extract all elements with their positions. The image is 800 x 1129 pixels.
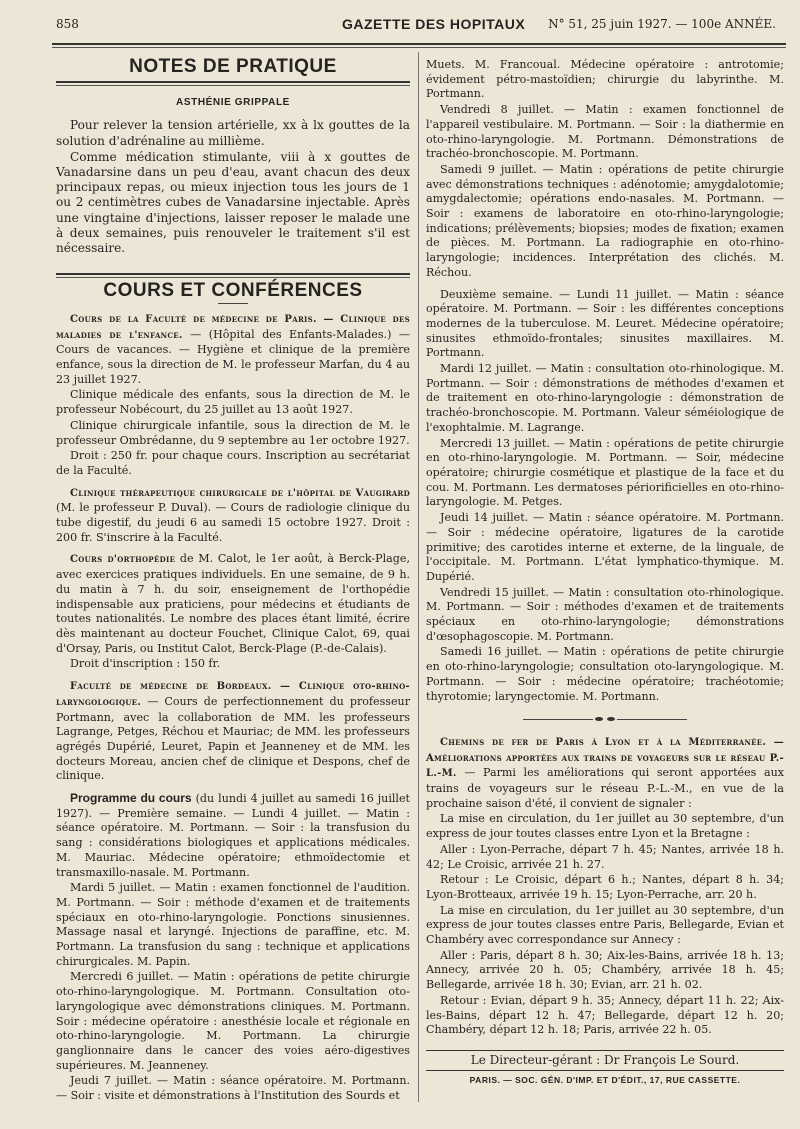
paragraph: Droit : 250 fr. pour chaque cours. Inscription au secrétariat de la Faculté. bbox=[56, 449, 410, 477]
paragraph: Aller : Paris, départ 8 h. 30; Aix-les-Bains, arrivée 18 h. 13; Annecy, arrivée 20 h. 05; Chambéry, arrivée 18 h. 45; Bellegarde, arrivée 18 h. 30; Evian, arr. 21 h. 02. bbox=[426, 948, 784, 992]
header-rule bbox=[52, 43, 786, 45]
programme-paragraph: Programme du cours (du lundi 4 juillet au samedi 16 juillet 1927). — Première semaine. — Lundi 4 juillet. — Matin : séance opératoire. M. Portmann. — Soir : la transfusion du sang : considérations biologiques et applications médicales. M. Mauriac. Médecine opératoire; ethmoïdectomie et transmaxillo-nasale. M. Portmann. bbox=[56, 791, 410, 879]
paragraph: Samedi 9 juillet. — Matin : opérations de petite chirurgie avec démonstrations techniques : adénotomie; amygdalotomie; amygdalectomie; opérations endo-nasales. M. Portmann. — Soir : examens de laboratoire en oto-rhino-laryngologie; indications; prélèvements; biopsies; modes de fixation; examen de pièces. M. Portmann. La radiographie en oto-rhino-laryngologie; incidences. Interprétation des clichés. M. Réchou. bbox=[426, 162, 784, 279]
paragraph: Mardi 12 juillet. — Matin : consultation oto-rhinologique. M. Portmann. — Soir : démonstrations de méthodes d'examen et de traitement en oto-rhino-laryngologie : démonstration de trachéo-bronchoscopie. M. Portmann. Valeur séméiologique de l'exophtalmie. M. Lagrange. bbox=[426, 362, 784, 434]
paragraph: Jeudi 14 juillet. — Matin : séance opératoire. M. Portmann. — Soir : médecine opératoire, ligatures de la carotide primitive; des carotides interne et externe, de la linguale, de l'occipitale. M. Portmann. L'état lymphatico-thymique. M. Dupérié. bbox=[426, 511, 784, 583]
right-column bbox=[426, 58, 784, 1087]
paris-paragraph: Cours de la Faculté de médecine de Paris. — Clinique des maladies de l'enfance. — (Hôpital des Enfants-Malades.) — Cours de vacances. — Hygiène et clinique de la première enfance, sous la direction de M. le professeur Marfan, du 4 au 23 juillet 1927. bbox=[56, 313, 410, 386]
paragraph: Vendredi 8 juillet. — Matin : examen fonctionnel de l'appareil vestibulaire. M. Portmann. — Soir : la diathermie en oto-rhino-laryngologie. M. Portmann. Démonstrations de trachéo-bronchoscopie. M. Portmann. bbox=[426, 103, 784, 161]
page-number: 858 bbox=[56, 17, 79, 31]
page-footer bbox=[426, 1050, 784, 1087]
ortho-heading: Cours d'orthopédie bbox=[70, 554, 176, 566]
paris-heading: Cours de la Faculté de médecine de Paris. — Clinique des maladies de l'enfance. bbox=[56, 313, 410, 341]
paragraph: Mardi 5 juillet. — Matin : examen fonctionnel de l'audition. M. Portmann. — Soir : méthode d'examen et de traitements spéciaux en oto-rhino-laryngologie. Ponctions sinusiennes. Massage nasal et laryngé. Injections de paraffine, etc. M. Portmann. La transfusion du sang : technique et applications chirurgicales. M. Papin. bbox=[56, 881, 410, 968]
section-rule bbox=[56, 81, 410, 86]
paragraph: Jeudi 7 juillet. — Matin : séance opératoire. M. Portmann. — Soir : visite et démonstrations à l'Institution des Sourds et bbox=[56, 1074, 410, 1103]
paragraph: Samedi 16 juillet. — Matin : opérations de petite chirurgie en oto-rhino-laryngologie; consultation oto-laryngologique. M. Portmann. — Soir : médecine opératoire; trachéotomie; thyrotomie; laryngectomie. M. Portmann. bbox=[426, 645, 784, 703]
left-column bbox=[56, 58, 410, 1105]
cours-section-title: COURS ET CONFÉRENCES bbox=[103, 280, 363, 302]
ornament-divider bbox=[426, 712, 784, 727]
section-rule bbox=[56, 273, 410, 278]
editor-line: Le Directeur-gérant : Dr François Le Sourd. bbox=[470, 1053, 740, 1067]
chemins-heading: Chemins de fer de Paris à Lyon et à la Méditerranée. — Améliorations apportées aux trains de voyageurs sur le réseau P.-L.-M. bbox=[426, 736, 784, 780]
short-rule bbox=[218, 303, 248, 304]
paragraph: Clinique médicale des enfants, sous la direction de M. le professeur Nobécourt, du 25 juillet au 13 août 1927. bbox=[56, 388, 410, 417]
header-rule-thin bbox=[52, 47, 786, 48]
asthenie-heading: ASTHÉNIE GRIPPALE bbox=[176, 96, 290, 108]
paragraph: Comme médication stimulante, viii à x gouttes de Vanadarsine dans un peu d'eau, avant chacun des deux principaux repas, ou mieux injection tous les jours de 1 ou 2 centimètres cubes de Vanadarsine injectable. Après une vingtaine d'injections, laisser reposer le malade une à deux semaines, puis renouveler le traitement s'il est nécessaire. bbox=[56, 149, 410, 256]
paragraph: Aller : Lyon-Perrache, départ 7 h. 45; Nantes, arrivée 18 h. 42; Le Croisic, arrivée 21 h. 27. bbox=[426, 842, 784, 871]
column-divider bbox=[418, 52, 419, 1102]
issue-info: N° 51, 25 juin 1927. — 100e ANNÉE. bbox=[548, 17, 776, 31]
paragraph: Mercredi 13 juillet. — Matin : opérations de petite chirurgie en oto-rhino-laryngologie. M. Portmann. — Soir, médecine opératoire; chirurgie cosmétique et plastique de la face et du cou. M. Portmann. Les dermatoses périorificielles en oto-rhino-laryngologie. M. Petges. bbox=[426, 436, 784, 509]
paragraph: Muets. M. Francoual. Médecine opératoire : antrotomie; évidement pétro-mastoïdien; chirurgie du labyrinthe. M. Portmann. bbox=[426, 58, 784, 101]
page-header bbox=[52, 12, 782, 38]
chemins-paragraph: Chemins de fer de Paris à Lyon et à la Méditerranée. — Améliorations apportées aux trains de voyageurs sur le réseau P.-L.-M. — Parmi les améliorations qui seront apportées aux trains de voyageurs sur le réseau P.-L.-M., en vue de la prochaine saison d'été, il convient de signaler : bbox=[426, 736, 784, 810]
bordeaux-paragraph: Faculté de médecine de Bordeaux. — Clinique oto-rhino-laryngologique. — Cours de perfectionnement du professeur Portmann, avec la collaboration de MM. les professeurs Lagrange, Petges, Réchou et Mauriac; de MM. les professeurs agrégés Dupérié, Leuret, Papin et Jeanneney et de MM. les docteurs Moreau, ancien chef de clinique et Despons, chef de clinique. bbox=[56, 681, 410, 783]
paragraph: Mercredi 6 juillet. — Matin : opérations de petite chirurgie oto-rhino-laryngologique. M. Portmann. Consultation oto-laryngologique avec démonstrations cliniques. M. Portmann. Soir : médecine opératoire : anesthésie locale et régionale en oto-rhino-laryngologie. M. Portmann. La chirurgie ganglionnaire dans le cancer des voies aéro-digestives supérieures. M. Jeanneney. bbox=[56, 970, 410, 1072]
vaugirard-heading: Clinique thérapeutique chirurgicale de l'hôpital de Vaugirard bbox=[70, 487, 410, 499]
journal-title: GAZETTE DES HOPITAUX bbox=[342, 16, 526, 32]
paragraph: Deuxième semaine. — Lundi 11 juillet. — Matin : séance opératoire. M. Portmann. — Soir : les différentes conceptions modernes de la tuberculose. M. Leuret. Médecine opératoire; sinusites ethmoïdo-frontales; sinusites maxillaires. M. Portmann. bbox=[426, 287, 784, 360]
vaugirard-paragraph: Clinique thérapeutique chirurgicale de l'hôpital de Vaugirard (M. le professeur P. Duval). — Cours de radiologie clinique du tube digestif, du jeudi 6 au samedi 15 octobre 1927. Droit : 200 fr. S'inscrire à la Faculté. bbox=[56, 487, 410, 544]
paragraph: Pour relever la tension artérielle, xx à lx gouttes de la solution d'adrénaline au millième. bbox=[56, 118, 410, 148]
paragraph: La mise en circulation, du 1er juillet au 30 septembre, d'un express de jour toutes classes entre Paris, Bellegarde, Evian et Chambéry avec correspondance sur Annecy : bbox=[426, 903, 784, 947]
paragraph: Vendredi 15 juillet. — Matin : consultation oto-rhinologique. M. Portmann. — Soir : méthodes d'examen et de traitements spéciaux en oto-rhino-laryngologie; démonstrations d'œsophagoscopie. M. Portmann. bbox=[426, 585, 784, 643]
printer-line: PARIS. — SOC. GÉN. D'IMP. ET D'ÉDIT., 17, RUE CASSETTE. bbox=[469, 1074, 741, 1085]
paragraph: Retour : Evian, départ 9 h. 35; Annecy, départ 11 h. 22; Aix-les-Bains, départ 12 h. 47; Bellegarde, départ 12 h. 20; Chambéry, départ 12 h. 18; Paris, arrivée 22 h. 05. bbox=[426, 993, 784, 1037]
bordeaux-heading: Faculté de médecine de Bordeaux. — Clinique oto-rhino-laryngologique. bbox=[56, 681, 410, 708]
paragraph: Droit d'inscription : 150 fr. bbox=[70, 657, 221, 671]
paragraph: Retour : Le Croisic, départ 6 h.; Nantes, départ 8 h. 34; Lyon-Brotteaux, arrivée 19 h. 15; Lyon-Perrache, arr. 20 h. bbox=[426, 873, 784, 901]
ortho-paragraph: Cours d'orthopédie de M. Calot, le 1er août, à Berck-Plage, avec exercices pratiques individuels. En une semaine, de 9 h. du matin à 7 h. du soir, enseignement de l'orthopédie indispensable aux praticiens, pour médecins et étudiants de toutes nationalités. Le nombre des places étant limité, écrire dès maintenant au docteur Fouchet, Clinique Calot, 69, quai d'Orsay, Paris, ou Institut Calot, Berck-Plage (P.-de-Calais). bbox=[56, 552, 410, 655]
paragraph: La mise en circulation, du 1er juillet au 30 septembre, d'un express de jour toutes classes entre Lyon et la Bretagne : bbox=[426, 812, 784, 841]
notes-section-title: NOTES DE PRATIQUE bbox=[129, 56, 337, 77]
paragraph: Clinique chirurgicale infantile, sous la direction de M. le professeur Ombrédanne, du 9 septembre au 1er octobre 1927. bbox=[56, 418, 410, 447]
programme-label: Programme du cours bbox=[70, 791, 192, 806]
